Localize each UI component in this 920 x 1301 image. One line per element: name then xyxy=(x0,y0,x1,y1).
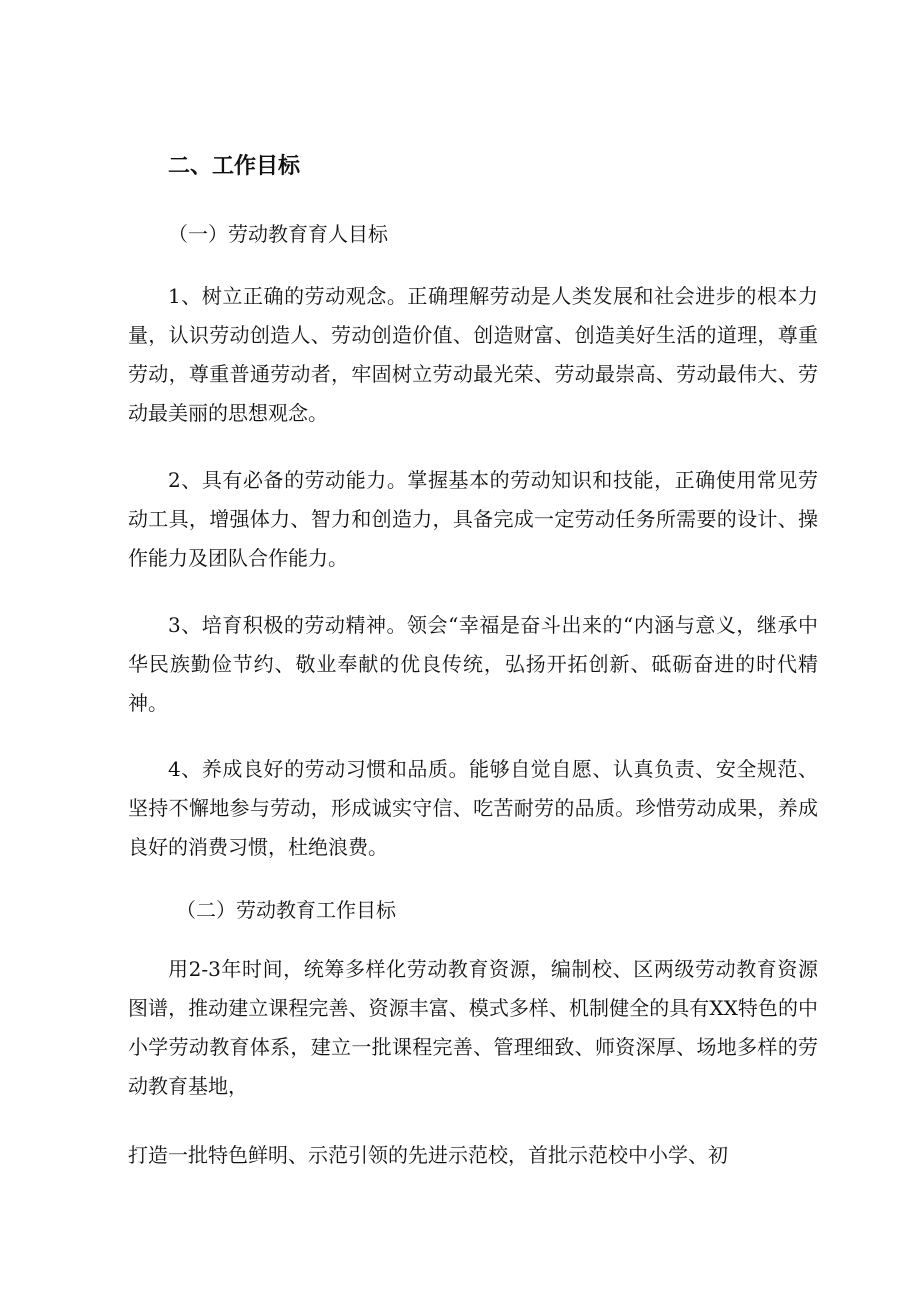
paragraph-2: 2、具有必备的劳动能力。掌握基本的劳动知识和技能，正确使用常见劳动工具，增强体力、智力和创造力，具备完成一定劳动任务所需要的设计、操作能力及团队合作能力。 xyxy=(128,468,818,570)
paragraph-5: 用2-3年时间，统筹多样化劳动教育资源，编制校、区两级劳动教育资源图谱，推动建立课程完善、资源丰富、模式多样、机制健全的具有XX特色的中小学劳动教育体系，建立一批课程完善、管理细致、师资深厚、场地多样的劳动教育基地， xyxy=(128,957,818,1098)
paragraph-6: 打造一批特色鲜明、示范引领的先进示范校，首批示范校中小学、初 xyxy=(128,1143,728,1167)
subsection-heading-2: （二）劳动教育工作目标 xyxy=(176,898,396,922)
subsection-heading-1: （一）劳动教育育人目标 xyxy=(168,222,388,246)
paragraph-4: 4、养成良好的劳动习惯和品质。能够自觉自愿、认真负责、安全规范、坚持不懈地参与劳动，形成诚实守信、吃苦耐劳的品质。珍惜劳动成果，养成良好的消费习惯，杜绝浪费。 xyxy=(128,757,818,859)
paragraph-3: 3、培育积极的劳动精神。领会“幸福是奋斗出来的“内涵与意义，继承中华民族勤俭节约、敬业奉献的优良传统，弘扬开拓创新、砥砺奋进的时代精神。 xyxy=(128,613,818,715)
section-heading: 二、工作目标 xyxy=(168,154,301,179)
paragraph-1: 1、树立正确的劳动观念。正确理解劳动是人类发展和社会进步的根本力量，认识劳动创造人、劳动创造价值、创造财富、创造美好生活的道理，尊重劳动，尊重普通劳动者，牢固树立劳动最光荣、劳动最崇高、劳动最伟大、劳动最美丽的思想观念。 xyxy=(128,284,818,425)
